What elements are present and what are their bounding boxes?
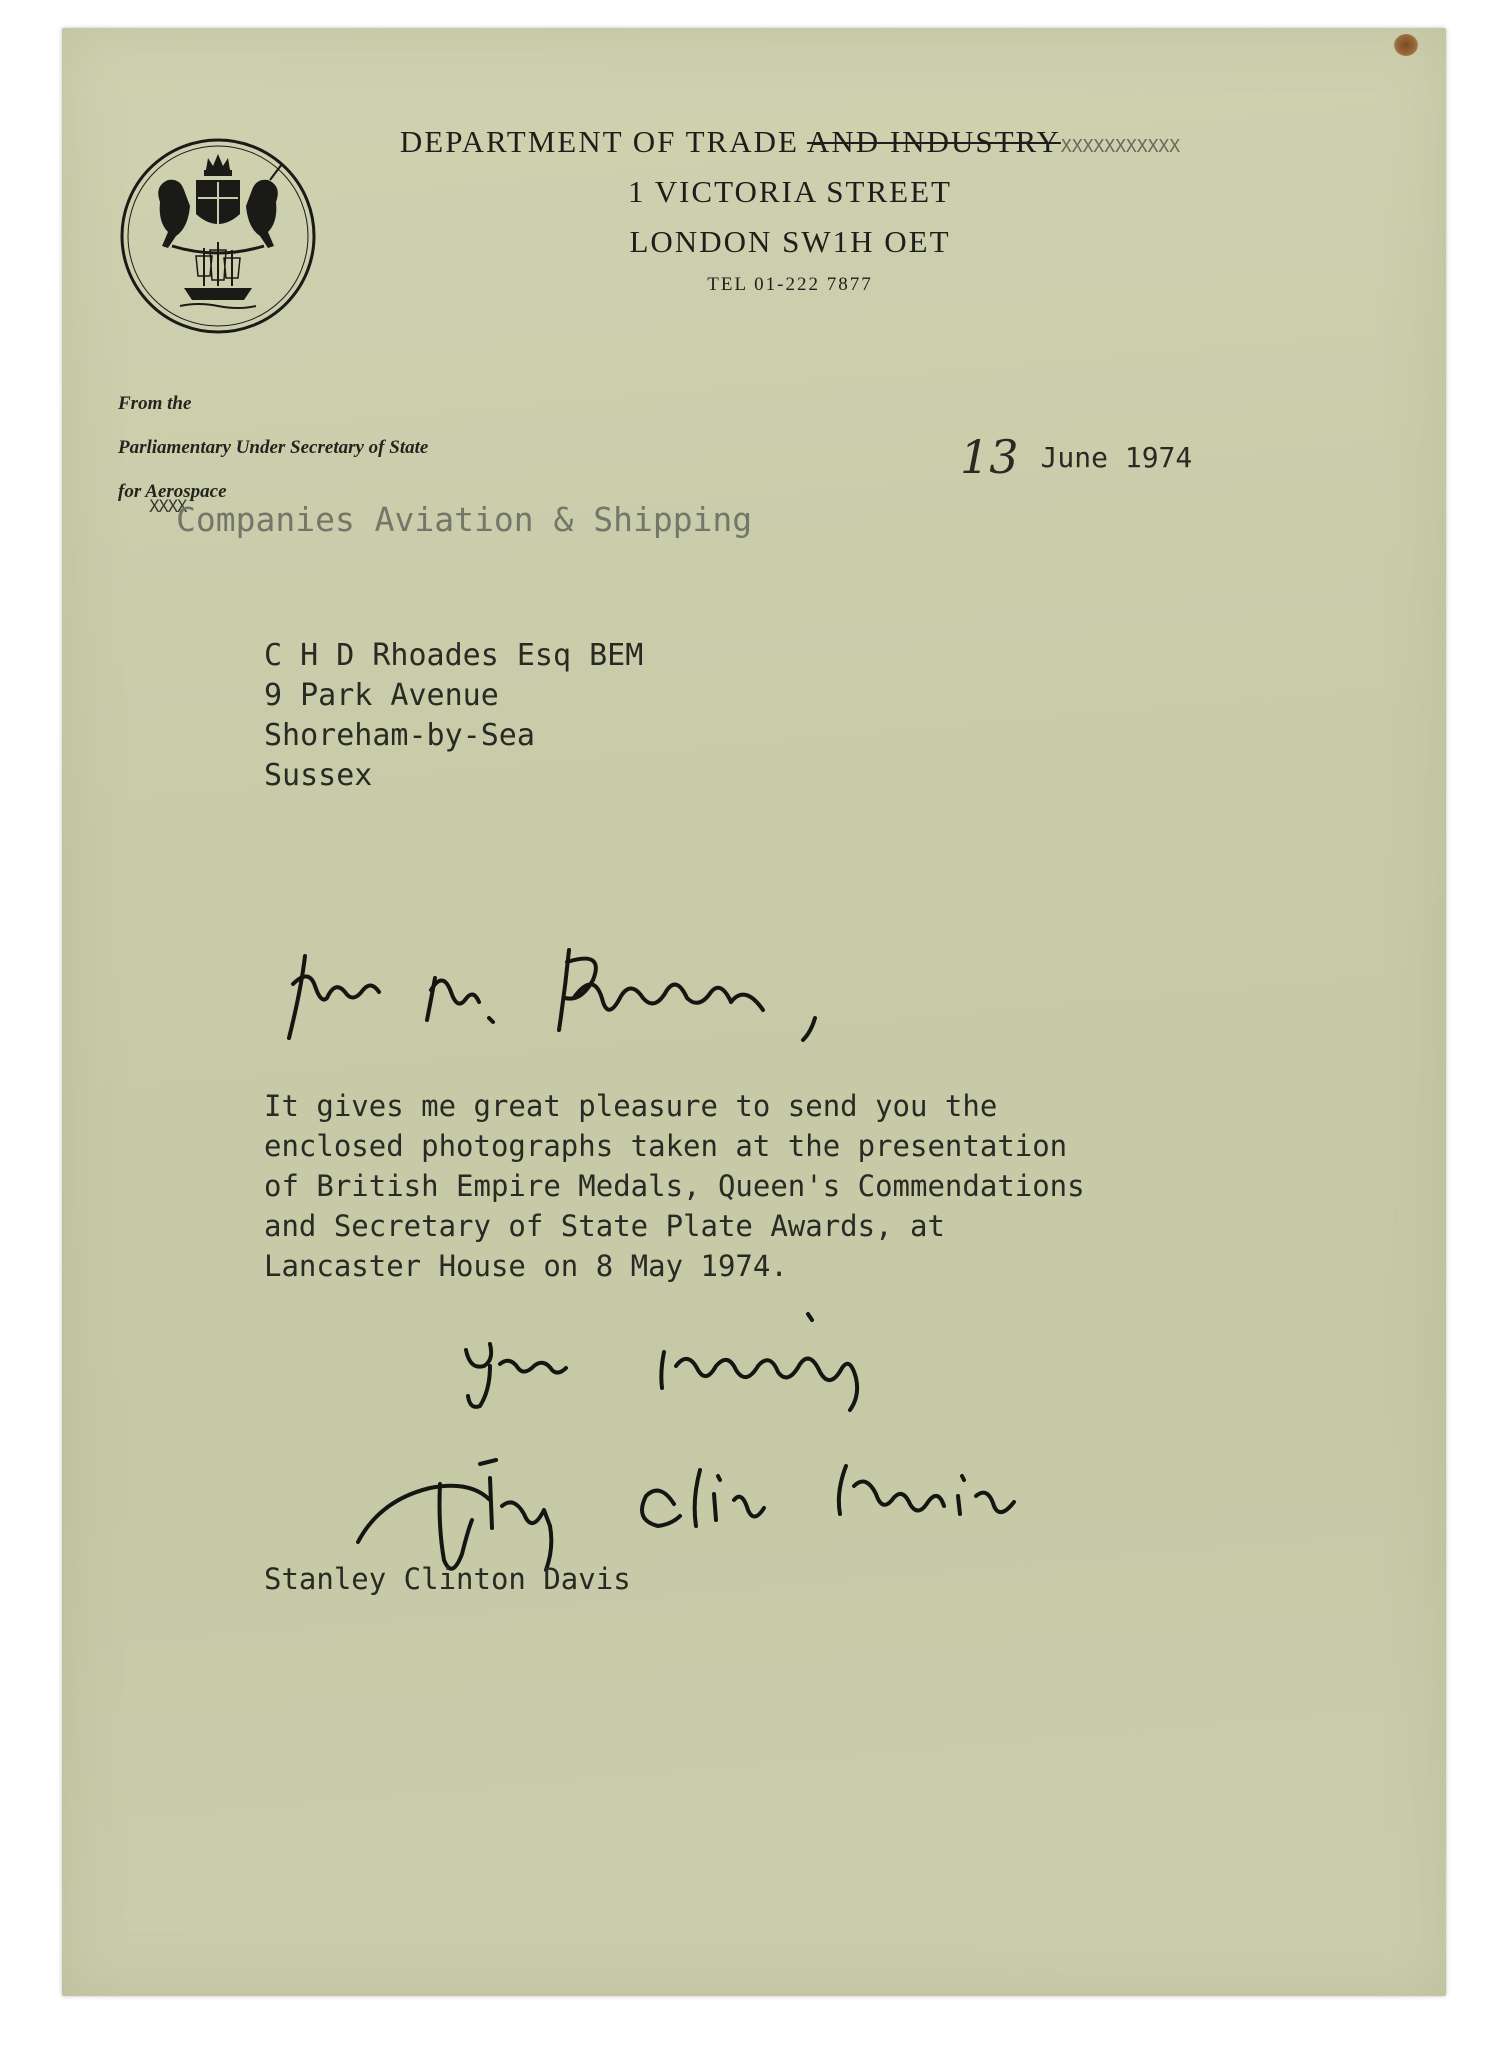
letter-body	[264, 1086, 1244, 1286]
body-line: Lancaster House on 8 May 1974.	[264, 1249, 788, 1283]
letter-date	[960, 430, 1192, 484]
recipient-county: Sussex	[264, 758, 373, 793]
from-line-2: Parliamentary Under Secretary of State	[118, 437, 429, 458]
royal-coat-of-arms-seal	[118, 136, 318, 336]
date-day-handwritten: 13	[960, 430, 1019, 484]
aerospace-strike-marks: XXXX	[149, 497, 187, 517]
typed-title-addition: Companies Aviation & Shipping	[176, 500, 753, 539]
handwritten-closing	[440, 1310, 920, 1420]
department-letterhead	[380, 124, 1200, 296]
telephone: TEL 01-222 7877	[707, 274, 873, 295]
recipient-name: C H D Rhoades Esq BEM	[264, 638, 644, 673]
date-month-year: June 1974	[1040, 441, 1193, 474]
struck-marks: XXXXXXXXXXX	[1060, 136, 1181, 157]
street-address: 1 VICTORIA STREET	[628, 174, 952, 209]
struck-aerospace: Aerospace	[145, 481, 227, 502]
struck-department-suffix: AND INDUSTRY	[806, 124, 1061, 159]
body-line: enclosed photographs taken at the presentation	[264, 1129, 1068, 1163]
department-name: DEPARTMENT OF TRADE	[399, 124, 799, 159]
paper-stain	[1394, 34, 1418, 56]
city-postcode: LONDON SW1H OET	[629, 224, 951, 259]
signer-name: Stanley Clinton Davis	[264, 1562, 631, 1596]
body-line: It gives me great pleasure to send you the	[264, 1089, 998, 1123]
from-line-3-prefix: for	[118, 481, 142, 502]
body-line: and Secretary of State Plate Awards, at	[264, 1209, 945, 1243]
handwritten-signature	[340, 1430, 1120, 1580]
body-line: of British Empire Medals, Queen's Commendations	[264, 1169, 1085, 1203]
recipient-street: 9 Park Avenue	[264, 678, 499, 713]
handwritten-salutation	[275, 940, 845, 1050]
recipient-address	[264, 636, 643, 796]
from-block	[118, 382, 429, 517]
from-line-1: From the	[118, 393, 192, 414]
recipient-town: Shoreham-by-Sea	[264, 718, 535, 753]
